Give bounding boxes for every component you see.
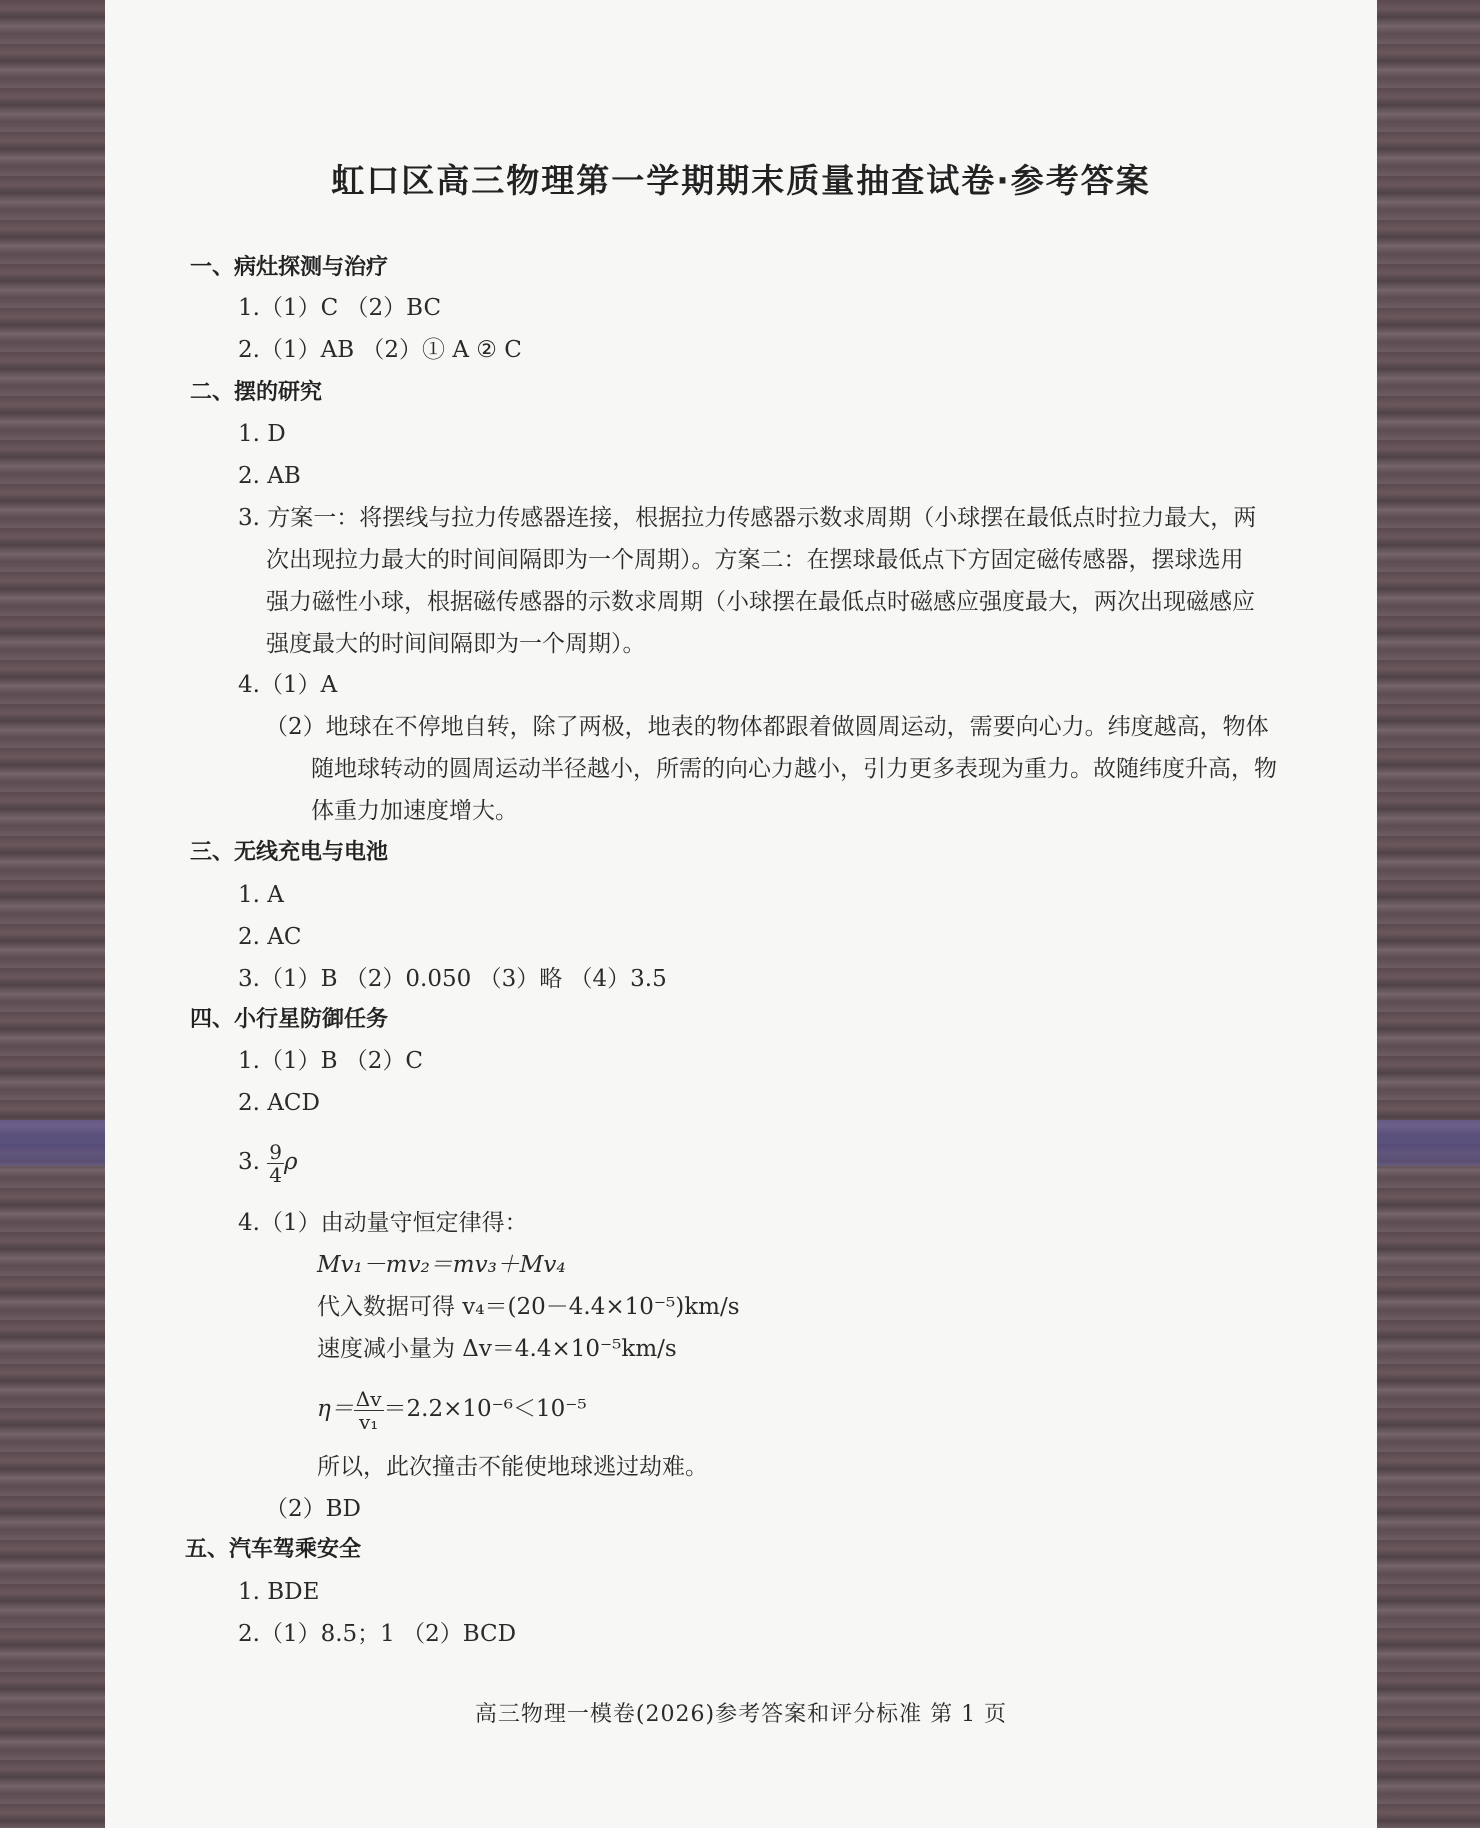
page-title: 虹口区高三物理第一学期期末质量抽查试卷·参考答案 [331, 161, 1151, 200]
answer-4-4-1: 4.（1）由动量守恒定律得： [238, 1210, 528, 1236]
answer-4-2: 2. ACD [238, 1090, 320, 1116]
answer-2-1: 1. D [238, 421, 286, 447]
fraction-denominator: v₁ [358, 1409, 379, 1434]
answer-4-3 [238, 1132, 298, 1192]
fraction-denominator: 4 [269, 1162, 282, 1187]
answer-2-4-2: （2）地球在不停地自转，除了两极，地表的物体都跟着做圆周运动，需要向心力。纬度越高，物体随地球转动的圆周运动半径越小，所需的向心力越小，引力更多表现为重力。故随纬度升高，物体重力加速度增大。 [265, 714, 1277, 824]
fraction-numerator: Δv [355, 1386, 382, 1411]
page-footer: 高三物理一模卷(2026)参考答案和评分标准 第 1 页 [474, 1702, 1008, 1727]
answer-1-2: 2.（1）AB （2）① A ② C [238, 337, 522, 363]
scan-edge-left [0, 0, 105, 1828]
answer-3-1: 1. A [238, 882, 284, 908]
section-heading-4: 四、小行星防御任务 [190, 1007, 389, 1032]
equation-v4: 代入数据可得 v₄＝(20－4.4×10⁻⁵)km/s [317, 1294, 740, 1320]
section-heading-5: 五、汽车驾乘安全 [185, 1537, 362, 1562]
answer-2-4-1: 4.（1）A [238, 672, 338, 698]
section-heading-3: 三、无线充电与电池 [190, 840, 389, 865]
equation-momentum: Mv₁－mv₂＝mv₃＋Mv₄ [317, 1252, 566, 1278]
conclusion-line: 所以，此次撞击不能使地球逃过劫难。 [317, 1454, 708, 1480]
answer-1-1: 1.（1）C （2）BC [238, 295, 442, 321]
fraction-dv-v1 [354, 1388, 384, 1433]
scan-edge-right [1377, 0, 1480, 1828]
rho-symbol: ρ [284, 1149, 298, 1175]
answer-4-3-prefix: 3. [238, 1149, 260, 1175]
answer-sheet-page [105, 0, 1377, 1828]
answer-3-2: 2. AC [238, 924, 302, 950]
eta-rhs: ＝2.2×10⁻⁶＜10⁻⁵ [383, 1396, 587, 1422]
answer-4-4-2: （2）BD [265, 1496, 361, 1522]
answer-2-2: 2. AB [238, 463, 301, 489]
answer-4-1: 1.（1）B （2）C [238, 1048, 424, 1074]
eta-lhs: η＝ [317, 1396, 354, 1422]
equation-delta-v: 速度减小量为 Δv＝4.4×10⁻⁵km/s [317, 1336, 677, 1362]
fraction-numerator: 9 [269, 1139, 282, 1164]
equation-eta [317, 1379, 587, 1439]
answer-5-2: 2.（1）8.5；1 （2）BCD [238, 1621, 517, 1647]
answer-2-3: 3. 方案一：将摆线与拉力传感器连接，根据拉力传感器示数求周期（小球摆在最低点时拉力最大，两次出现拉力最大的时间间隔即为一个周期）。方案二：在摆球最低点下方固定磁传感器，摆球选用强力磁性小球，根据磁传感器的示数求周期（小球摆在最低点时磁感应强度最大，两次出现磁感应强度最大的时间间隔即为一个周期）。 [238, 505, 1257, 657]
section-heading-1: 一、病灶探测与治疗 [190, 255, 389, 280]
answer-3-3: 3.（1）B （2）0.050 （3）略 （4）3.5 [238, 966, 667, 992]
answer-5-1: 1. BDE [238, 1579, 320, 1605]
section-heading-2: 二、摆的研究 [190, 380, 323, 405]
fraction-9-4 [267, 1141, 284, 1186]
